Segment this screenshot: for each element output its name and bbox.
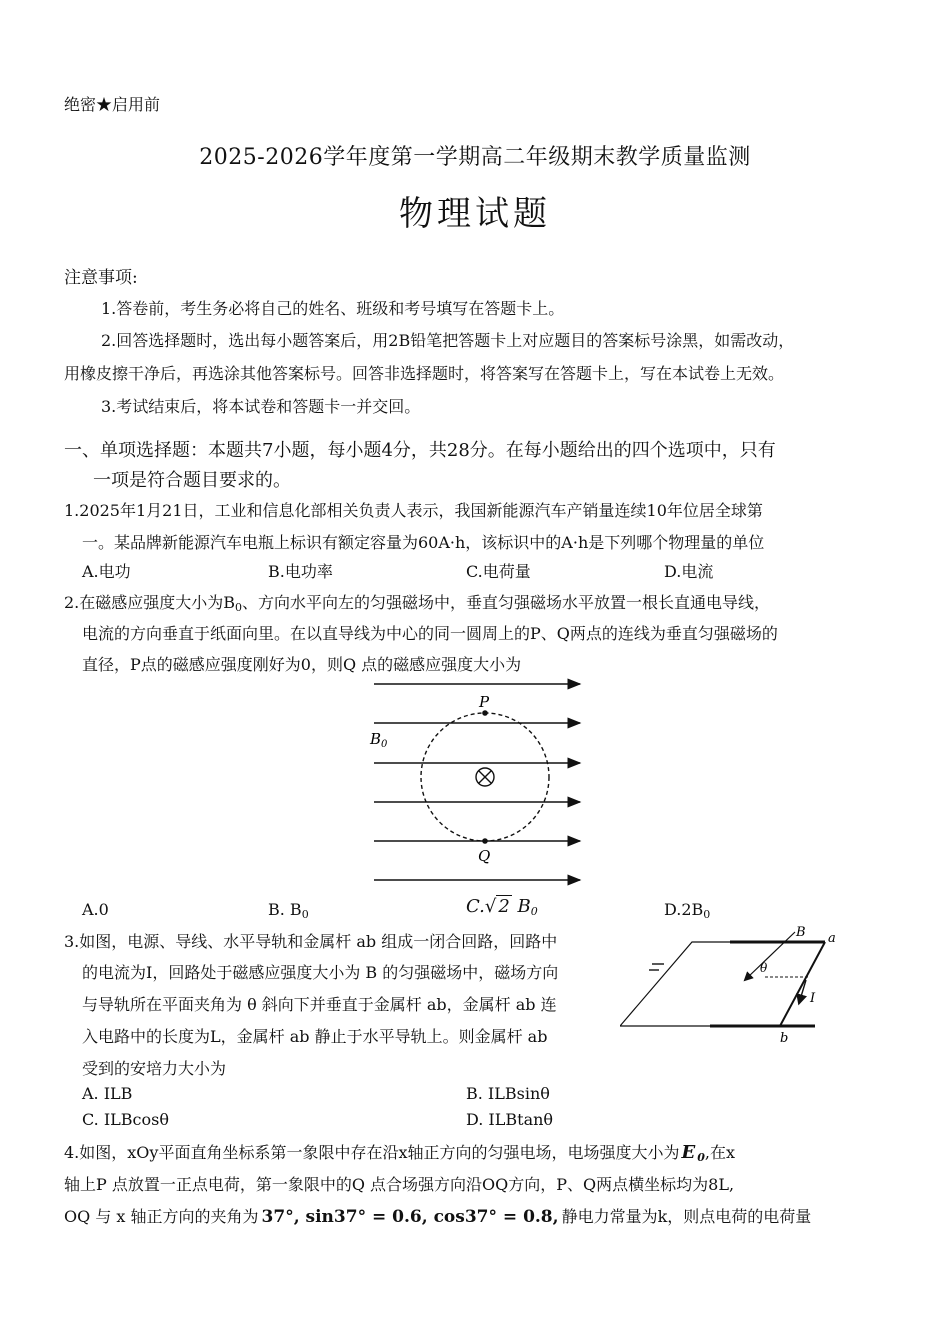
label-b: B — [796, 925, 806, 940]
q3-rail-circuit-figure — [620, 920, 850, 1050]
q1-option-b: B.电功率 — [268, 562, 333, 581]
note-2-line1: 2.回答选择题时，选出每小题答案后，用2B铅笔把答题卡上对应题目的答案标号涂黑，如需改动， — [101, 331, 795, 350]
label-a: a — [828, 931, 836, 946]
q1-option-a: A.电功 — [82, 562, 131, 581]
q2-option-b-sub: 0 — [301, 908, 309, 921]
q2-option-c-root: 2 — [498, 896, 510, 917]
label-i: I — [810, 991, 816, 1006]
section-heading — [64, 436, 894, 496]
label-b0 — [369, 730, 388, 750]
q4-trig-values: 37°, sin37° = 0.6, cos37° = 0.8, — [261, 1207, 559, 1227]
q2-option-d-sub: 0 — [703, 908, 711, 921]
label-q: Q — [478, 847, 491, 865]
q3-line1: 3.如图，电源、导线、水平导轨和金属杆 ab 组成一闭合回路，回路中 — [64, 932, 558, 951]
q4-line1-post: ,在x — [704, 1143, 735, 1162]
section-heading-line2: 一项是符合题目要求的。 — [93, 470, 291, 491]
q2-line1 — [64, 588, 770, 623]
q2-line1-pre: 2.在磁感应强度大小为B — [64, 593, 236, 612]
q2-option-d-main: D.2B — [664, 900, 704, 919]
q3-option-a: A. ILB — [82, 1084, 133, 1103]
section-heading-line1: 一、单项选择题：本题共7小题，每小题4分，共28分。在每小题给出的四个选项中，只有 — [64, 440, 776, 461]
q3-option-c: C. ILBcosθ — [82, 1110, 169, 1129]
q2-line3: 直径，P点的磁感应强度刚好为0，则Q 点的磁感应强度大小为 — [82, 655, 522, 674]
notes-heading: 注意事项: — [64, 268, 138, 288]
q3-line2: 的电流为I，回路处于磁感应强度大小为 B 的匀强磁场中，磁场方向 — [82, 963, 559, 982]
subject-title: 物理试题 — [399, 194, 551, 234]
q2-option-b-main: B. B — [268, 900, 302, 919]
q1-line2: 一。某品牌新能源汽车电瓶上标识有额定容量为60A·h，该标识中的A·h是下列哪个物理量的单位 — [82, 533, 765, 552]
q2-line1-post: 、方向水平向左的匀强磁场中，垂直匀强磁场水平放置一根长直通电导线， — [242, 593, 771, 612]
point-q-dot — [482, 838, 488, 844]
q3-line3: 与导轨所在平面夹角为 θ 斜向下并垂直于金属杆 ab，金属杆 ab 连 — [82, 995, 557, 1014]
q2-option-c-sub: 0 — [530, 905, 538, 918]
note-1: 1.答卷前，考生务必将自己的姓名、班级和考号填写在答题卡上。 — [101, 299, 565, 318]
label-theta: θ — [760, 961, 768, 975]
q1-line1: 1.2025年1月21日，工业和信息化部相关负责人表示，我国新能源汽车产销量连续10年位居全球第 — [64, 501, 763, 520]
exam-title: 2025-2026学年度第一学期高二年级期末教学质量监测 — [199, 145, 751, 170]
q2-option-b — [268, 900, 309, 921]
q4-e0-sub: 0 — [697, 1151, 705, 1164]
q4-line1 — [64, 1138, 735, 1173]
note-2-line2: 用橡皮擦干净后，再选涂其他答案标号。回答非选择题时，将答案写在答题卡上，写在本试卷上无效。 — [64, 364, 785, 383]
q3-option-b: B. ILBsinθ — [466, 1084, 550, 1103]
q4-line1-pre: 4.如图，xOy平面直角坐标系第一象限中存在沿x轴正方向的匀强电场，电场强度大小为 — [64, 1143, 680, 1162]
q2-option-c-b: B — [511, 896, 531, 917]
label-p: P — [479, 693, 490, 711]
q4-line2: 轴上P 点放置一正点电荷，第一象限中的Q 点合场强方向沿OQ方向，P、Q两点横坐标均为8L, — [64, 1175, 735, 1194]
q1-option-d: D.电流 — [664, 562, 714, 581]
label-b0-main: B — [370, 730, 382, 748]
q2-line2: 电流的方向垂直于纸面向里。在以直导线为中心的同一圆周上的P、Q两点的连线为垂直匀强磁场的 — [82, 624, 778, 643]
q1-option-c: C.电荷量 — [466, 562, 531, 581]
q2-option-c-label: C. — [466, 896, 485, 917]
q2-option-c: C.√ 2 $B_0$ — [466, 896, 538, 918]
confidential-mark: 绝密★启用前 — [64, 95, 161, 114]
label-b-end: b — [780, 1031, 789, 1046]
metal-rod-ab — [780, 942, 825, 1026]
rail-frame — [620, 942, 730, 1026]
q4-line3-pre: OQ 与 x 轴正方向的夹角为 — [64, 1207, 259, 1226]
q2-line1-sub: 0 — [235, 601, 243, 614]
q4-e0: E — [681, 1142, 696, 1163]
q4-line3 — [64, 1202, 811, 1232]
q2-option-d — [664, 900, 710, 921]
note-3: 3.考试结束后，将本试卷和答题卡一并交回。 — [101, 397, 421, 416]
q2-magnetic-field-figure — [360, 676, 592, 892]
q3-line4: 入电路中的长度为L，金属杆 ab 静止于水平导轨上。则金属杆 ab — [82, 1027, 548, 1046]
field-arrow-b — [747, 932, 795, 978]
point-p-dot — [482, 710, 488, 716]
q2-option-a: A.0 — [82, 900, 109, 919]
q3-line5: 受到的安培力大小为 — [82, 1059, 227, 1078]
label-b0-sub: 0 — [381, 739, 388, 750]
q3-option-d: D. ILBtanθ — [466, 1110, 554, 1129]
q4-line3-post: 静电力常量为k，则点电荷的电荷量 — [561, 1207, 812, 1226]
